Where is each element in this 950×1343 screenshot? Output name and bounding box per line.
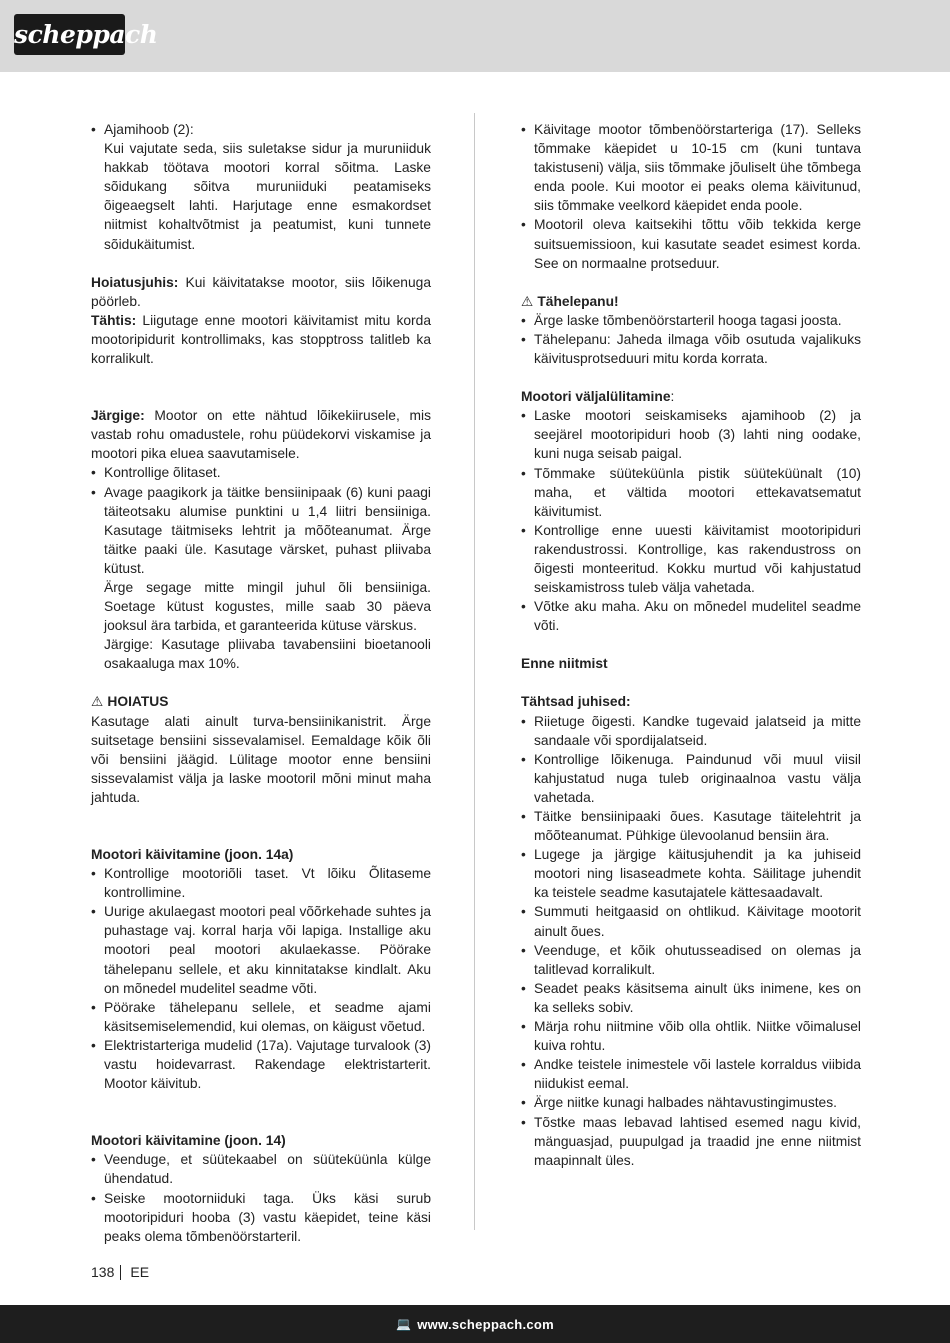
list-item xyxy=(91,463,431,482)
stop-heading xyxy=(521,387,861,406)
attention-heading xyxy=(521,292,861,311)
list-item: • Ärge niitke kunagi halbades nähtavustingimustes. xyxy=(521,1093,861,1112)
list-item: • Kontrollige enne uuesti käivitamist mootoripiduri rakendustrossi. Kontrollige, kas rakendustross on õigesti monteeritud. Kokku murtud või kahjustatud seiskamistross tuleb välja vahetada. xyxy=(521,521,861,597)
list-item-extra: Järgige: Kasutage pliivaba tavabensiini bioetanooli osakaaluga max 10%. xyxy=(104,637,431,672)
page-number-block xyxy=(91,1264,149,1280)
warning-text: Kui käivitatakse mootor, siis lõikenuga pöörleb. xyxy=(91,274,431,309)
list-item: • Ärge laske tõmbenöörstarteril hooga tagasi joosta. xyxy=(521,311,861,330)
start-14-list xyxy=(91,1150,431,1245)
attention-list xyxy=(521,311,861,368)
important-instructions-title: Tähtsad juhised: xyxy=(521,694,631,710)
start-14a-list xyxy=(91,864,431,1093)
warning-note xyxy=(91,273,431,311)
list-item xyxy=(91,483,431,674)
list-item: • Elektristarteriga mudelid (17a). Vajutage turvalook (3) vastu hoidevarrast. Rakendage elektristarterit. Mootor käivitub. xyxy=(91,1036,431,1093)
right-column xyxy=(521,120,861,1170)
list-item: • Käivitage mootor tõmbenöörstarteriga (17). Selleks tõmmake käepidet u 10-15 cm (kuni tuntava takistuseni) välja, siis tõmmake jõuliselt ühe tõmbega enda poole. Kui mootor ei peaks olema käivitunud, siis tõmmake veelkord käepidet enda poole. xyxy=(521,120,861,215)
list-item: • Kontrollige lõikenuga. Paindunud või muul viisil kahjustatud nuga tuleb originaalnoa vastu välja vahetada. xyxy=(521,750,861,807)
website-link[interactable]: www.scheppach.com xyxy=(417,1316,555,1332)
important-instructions-list xyxy=(521,712,861,1170)
section-title-start-14a: Mootori käivitamine (joon. 14a) xyxy=(91,847,294,862)
list-item: • Tõmmake süüteküünla pistik süüteküünalt (10) maha, et vältida mootori ettekavatsematut käivitumist. xyxy=(521,464,861,521)
warning-label: Hoiatusjuhis: xyxy=(91,274,179,290)
hoiatus-title: HOIATUS xyxy=(107,694,169,710)
list-item: • Seadet peaks käsitsema ainult üks inimene, kes on ka selleks sobiv. xyxy=(521,979,861,1017)
brand-logo: scheppach xyxy=(14,14,125,55)
list-item: • Andke teistele inimestele või lastele korraldus viibida niidukist eemal. xyxy=(521,1055,861,1093)
stop-title: Mootori väljalülitamine xyxy=(521,389,671,405)
footer-band xyxy=(0,1305,950,1343)
language-code: EE xyxy=(130,1264,150,1280)
follow-note xyxy=(91,406,431,463)
important-label: Tähtis: xyxy=(91,312,137,328)
page-number: 138 xyxy=(91,1264,115,1280)
page-number-separator xyxy=(120,1265,121,1280)
warning-triangle-icon: ⚠ xyxy=(91,694,104,710)
follow-text: Mootor on ette nähtud lõikekiirusele, mis vastab rohu omadustele, rohu püüdekorvi viskamise ja mootori pika eluea saavutamisele. xyxy=(91,408,431,462)
list-item: • Lugege ja järgige käitusjuhendit ja ka juhiseid mootori ning lisaseadmete kohta. Säilitage juhendit ka teistele seadme kasutajatele kättesaadavalt. xyxy=(521,845,861,902)
stop-list xyxy=(521,406,861,635)
list-item: • Tõstke maas lebavad lahtised esemed nagu kivid, mänguasjad, puupulgad ja traadid jne enne niitmist maapinnalt üles. xyxy=(521,1113,861,1170)
attention-title: Tähelepanu! xyxy=(537,293,619,309)
column-divider xyxy=(474,113,475,1230)
drive-lever-list xyxy=(91,120,431,254)
list-item: • Veenduge, et süütekaabel on süüteküünla külge ühendatud. xyxy=(91,1150,431,1188)
start-continued-list xyxy=(521,120,861,273)
hoiatus-text: Kasutage alati ainult turva-bensiinikanistrit. Ärge suitsetage bensiini sissevalamisel. Eemaldage kõik õli või bensiini jäägid. Lülitage mootor enne bensiini sissevalamist välja ja laske mootoril mõni minut maha jahtuda. xyxy=(91,713,431,805)
list-item: • Pöörake tähelepanu sellele, et seadme ajami käsitsemiselemendid, kui olemas, on käigust võetud. xyxy=(91,998,431,1036)
before-mowing-title: Enne niitmist xyxy=(521,656,608,672)
fuel-list xyxy=(91,463,431,673)
list-item: • Laske mootori seiskamiseks ajamihoob (2) ja seejärel mootoripiduri hoob (3) lahti ning oodake, kuni nuga seisab paigal. xyxy=(521,406,861,463)
list-item: • Mootoril oleva kaitsekihi tõttu võib tekkida kerge suitsuemissioon, kui kasutate seadet esimest korda. See on normaalne protseduur. xyxy=(521,215,861,272)
list-item: • Riietuge õigesti. Kandke tugevaid jalatseid ja mitte sandaale või spordijalatseid. xyxy=(521,712,861,750)
header-band xyxy=(0,0,950,72)
list-item: • Kontrollige mootoriõli taset. Vt lõiku Õlitaseme kontrollimine. xyxy=(91,864,431,902)
list-item: • Märja rohu niitmine võib olla ohtlik. Niitke võimalusel kuiva rohtu. xyxy=(521,1017,861,1055)
hoiatus-heading xyxy=(91,692,431,711)
list-item: • Tähelepanu: Jaheda ilmaga võib osutuda vajalikuks käivitusprotseduuri mitu korda korrata. xyxy=(521,330,861,368)
list-item-text: Kontrollige õlitaset. xyxy=(104,465,221,481)
list-item xyxy=(91,120,431,254)
section-title-start-14: Mootori käivitamine (joon. 14) xyxy=(91,1133,286,1149)
drive-lever-text: Kui vajutate seda, siis suletakse sidur ja muruniiduk hakkab töötava mootori korral sõitma. Laske sõidukang sõitva muruniiduki peatamiseks õigeaegselt lahti. Harjutage enne esmakordset niitmist kohaltvõtmist ja peatumist, kuni tunnete sõidukäitumist. xyxy=(104,141,431,252)
important-note xyxy=(91,311,431,368)
important-text: Liigutage enne mootori käivitamist mitu korda mootoripidurit kontrollimaks, kas stopptross talitleb ka korralikult. xyxy=(91,312,431,367)
list-item-text: Avage paagikork ja täitke bensiinipaak (6) kuni paagi täiteotsaku alumise punktini u 1,4 liitri bensiiniga. Kasutage täitmiseks lehtrit ja mõõteanumat. Ärge täitke paaki üle. Kasutage värsket, puhast pliivaba kütust. xyxy=(104,484,431,576)
stop-colon: : xyxy=(670,389,675,405)
warning-triangle-icon: ⚠ xyxy=(521,293,534,309)
drive-lever-title: Ajamihoob (2): xyxy=(104,122,194,137)
left-column xyxy=(91,120,431,1246)
list-item: • Uurige akulaegast mootori peal võõrkehade suhtes ja puhastage vaj. korral harja või lapiga. Installige aku mootori peal mootori akulaekasse. Pöörake tähelepanu sellele, et aku kinnitatakse kindlalt. Aku on mõnedel mudelitel seadme võti. xyxy=(91,902,431,997)
list-item: • Seiske mootorniiduki taga. Üks käsi surub mootoripiduri hooba (3) vastu käepidet, teine käsi peaks olema tõmbenöörstarteril. xyxy=(91,1189,431,1246)
list-item-extra: Ärge segage mitte mingil juhul õli bensiiniga. Soetage kütust kogustes, mille saab 30 päeva jooksul ära tarbida, et garanteerida kütuse värskus. xyxy=(104,579,431,634)
monitor-icon: 💻 xyxy=(395,1317,412,1331)
list-item: • Võtke aku maha. Aku on mõnedel mudelitel seadme võti. xyxy=(521,597,861,635)
follow-label: Järgige: xyxy=(91,408,145,424)
list-item: • Summuti heitgaasid on ohtlikud. Käivitage mootorit ainult õues. xyxy=(521,902,861,940)
list-item: • Veenduge, et kõik ohutusseadised on olemas ja talitlevad korralikult. xyxy=(521,941,861,979)
list-item: • Täitke bensiinipaaki õues. Kasutage täitelehtrit ja mõõteanumat. Pühkige ülevoolanud bensiin ära. xyxy=(521,807,861,845)
